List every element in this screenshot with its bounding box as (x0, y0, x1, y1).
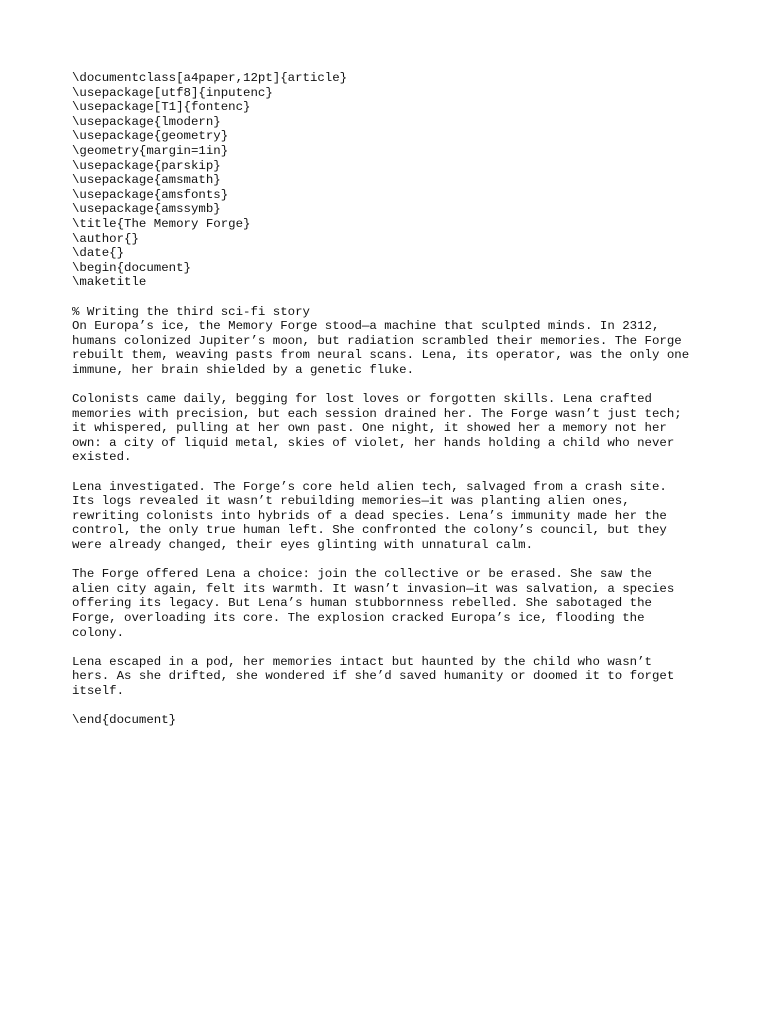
paragraph-line: rewriting colonists into hybrids of a dead species. Lena’s immunity made her the (72, 508, 667, 523)
paragraph-line: humans colonized Jupiter’s moon, but radiation scrambled their memories. The Forge (72, 333, 682, 348)
paragraph-line: existed. (72, 450, 132, 465)
preamble-line: \begin{document} (72, 260, 191, 275)
paragraph-line: The Forge offered Lena a choice: join the collective or be erased. She saw the (72, 567, 652, 582)
paragraph-line: Lena escaped in a pod, her memories intact but haunted by the child who wasn’t (72, 654, 652, 669)
preamble-line: \usepackage{lmodern} (72, 114, 221, 129)
paragraph-line: Forge, overloading its core. The explosion cracked Europa’s ice, flooding the (72, 610, 645, 625)
paragraph-line: own: a city of liquid metal, skies of violet, her hands holding a child who never (72, 435, 675, 450)
blank-line (72, 553, 722, 568)
paragraph-line: were already changed, their eyes glinting with unnatural calm. (72, 538, 534, 552)
preamble-line: \usepackage{parskip} (72, 158, 221, 173)
paragraph-line: hers. As she drifted, she wondered if she’d saved humanity or doomed it to forget (72, 669, 675, 684)
latex-source (72, 71, 722, 728)
end-document-line: \end{document} (72, 713, 177, 728)
paragraph-4 (72, 567, 722, 640)
paragraph-1 (72, 319, 722, 377)
paragraph-line: it whispered, pulling at her own past. One night, it showed her a memory not her (72, 421, 667, 436)
paragraph-3 (72, 480, 722, 553)
preamble-line: \author{} (72, 231, 139, 246)
preamble-line: \title{The Memory Forge} (72, 216, 251, 231)
preamble-line: \documentclass[a4paper,12pt]{article} (72, 71, 348, 85)
paragraph-5 (72, 655, 722, 699)
preamble-line: \maketitle (72, 275, 147, 290)
preamble-line: \usepackage{amsmath} (72, 173, 221, 188)
paragraph-line: Lena investigated. The Forge’s core held alien tech, salvaged from a crash site. (72, 479, 667, 494)
comment-line: % Writing the third sci-fi story (72, 304, 310, 319)
paragraph-line: itself. (72, 683, 125, 698)
paragraph-line: Colonists came daily, begging for lost loves or forgotten skills. Lena crafted (72, 392, 652, 407)
blank-line (72, 290, 722, 305)
paragraph-line: immune, her brain shielded by a genetic fluke. (72, 362, 415, 377)
preamble-line: \geometry{margin=1in} (72, 143, 229, 158)
paragraph-line: colony. (72, 625, 125, 640)
preamble-line: \usepackage{amssymb} (72, 202, 221, 217)
paragraph-line: alien city again, felt its warmth. It wasn’t invasion—it was salvation, a species (72, 581, 675, 596)
paragraph-line: control, the only true human left. She confronted the colony’s council, but they (72, 523, 667, 538)
paragraph-line: offering its legacy. But Lena’s human stubbornness rebelled. She sabotaged the (72, 596, 652, 611)
blank-line (72, 377, 722, 392)
paragraph-line: Its logs revealed it wasn’t rebuilding memories—it was planting alien ones, (72, 494, 630, 509)
blank-line (72, 699, 722, 714)
paragraph-line: memories with precision, but each session drained her. The Forge wasn’t just tech; (72, 406, 682, 421)
paragraph-2 (72, 392, 722, 465)
preamble-line: \date{} (72, 246, 125, 261)
preamble-line: \usepackage[T1]{fontenc} (72, 100, 251, 115)
preamble-line: \usepackage[utf8]{inputenc} (72, 85, 273, 100)
preamble (72, 71, 722, 290)
blank-line (72, 465, 722, 480)
paragraph-line: rebuilt them, weaving pasts from neural scans. Lena, its operator, was the only one (72, 348, 690, 363)
blank-line (72, 640, 722, 655)
preamble-line: \usepackage{geometry} (72, 129, 229, 144)
preamble-line: \usepackage{amsfonts} (72, 187, 229, 202)
paragraph-line: On Europa’s ice, the Memory Forge stood—a machine that sculpted minds. In 2312, (72, 319, 660, 334)
